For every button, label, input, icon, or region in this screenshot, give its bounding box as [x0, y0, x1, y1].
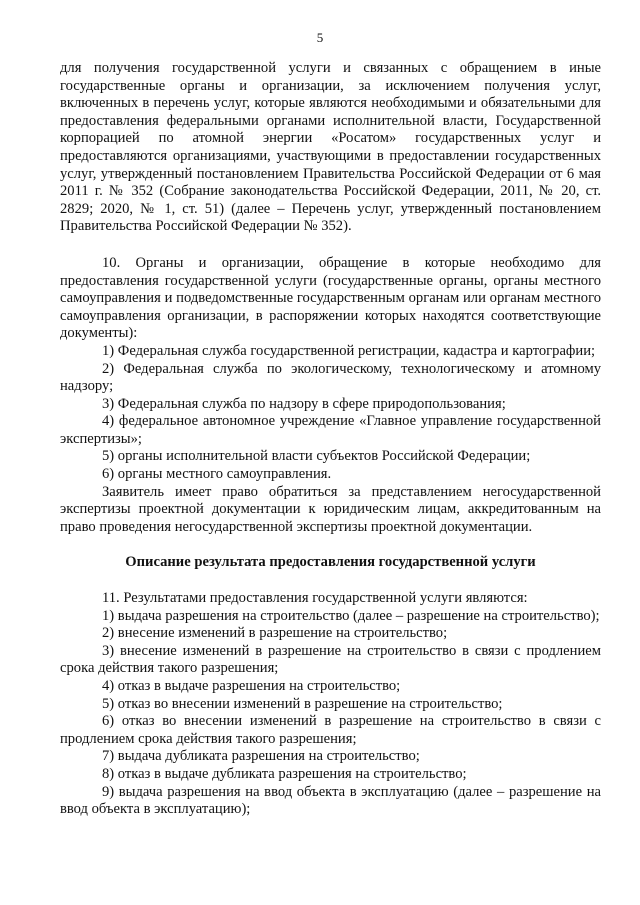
- section-10-note: Заявитель имеет право обратиться за представлением негосударственной экспертизы проектной документации к юридическим лицам, аккредитованным на право проведения негосударственной экспертизы проектной документации.: [60, 483, 601, 535]
- section-11-item: 9) выдача разрешения на ввод объекта в эксплуатацию (далее – разрешение на ввод объекта в эксплуатацию);: [60, 783, 601, 818]
- section-heading: Описание результата предоставления государственной услуги: [125, 554, 536, 571]
- section-11-item: 4) отказ в выдаче разрешения на строительство;: [102, 678, 401, 694]
- section-10-intro: 10. Органы и организации, обращение в которые необходимо для предоставления государственной услуги (государственные органы, органы местного самоуправления и подведомственные государственным органам или органам местного самоуправления организации, в распоряжении которых находятся соответствующие документы):: [60, 254, 601, 342]
- section-11-item: 7) выдача дубликата разрешения на строительство;: [102, 748, 420, 765]
- section-11-item: 2) внесение изменений в разрешение на строительство;: [102, 625, 448, 642]
- document-body: [60, 60, 601, 819]
- section-11-item: 6) отказ во внесении изменений в разрешение на строительство в связи с продлением срока действия такого разрешения;: [60, 713, 601, 747]
- section-11-intro: 11. Результатами предоставления государственной услуги являются:: [102, 590, 528, 607]
- section-10-item: 5) органы исполнительной власти субъектов Российской Федерации;: [102, 448, 531, 465]
- section-11-item: 8) отказ в выдаче дубликата разрешения на строительство;: [102, 765, 467, 782]
- section-11-item: 3) внесение изменений в разрешение на строительство в связи с продлением срока действия такого разрешения;: [60, 642, 601, 677]
- section-10-item: 2) Федеральная служба по экологическому, технологическому и атомному надзору;: [60, 360, 601, 395]
- section-10-item: 3) Федеральная служба по надзору в сфере природопользования;: [102, 395, 506, 412]
- paragraph-continuation: для получения государственной услуги и связанных с обращением в иные государственные органы и организации, за исключением получения услуг, включенных в перечень услуг, которые являются необходимыми и обязательными для предоставления федеральными органами исполнительной власти, Государственной корпорацией по атомной энергии «Росатом» государственных услуг и предоставляются организациями, участвующими в предоставлении государственных услуг, утвержденный постановлением Правительства Российской Федерации от 6 мая 2011 г. № 352 (Собрание законодательства Российской Федерации, 2011, № 20, ст. 2829; 2020, № 1, ст. 51) (далее – Перечень услуг, утвержденный постановлением Правительства Российской Федерации № 352).: [60, 60, 601, 235]
- section-10-item: 6) органы местного самоуправления.: [102, 466, 332, 483]
- page-number: 5: [316, 30, 324, 45]
- section-11-item: 1) выдача разрешения на строительство (далее – разрешение на строительство);: [102, 607, 600, 624]
- section-11-item: 5) отказ во внесении изменений в разрешение на строительство;: [102, 695, 503, 712]
- section-10-item: 4) федеральное автономное учреждение «Главное управление государственной экспертизы»;: [60, 413, 601, 447]
- section-10-item: 1) Федеральная служба государственной регистрации, кадастра и картографии;: [102, 342, 596, 359]
